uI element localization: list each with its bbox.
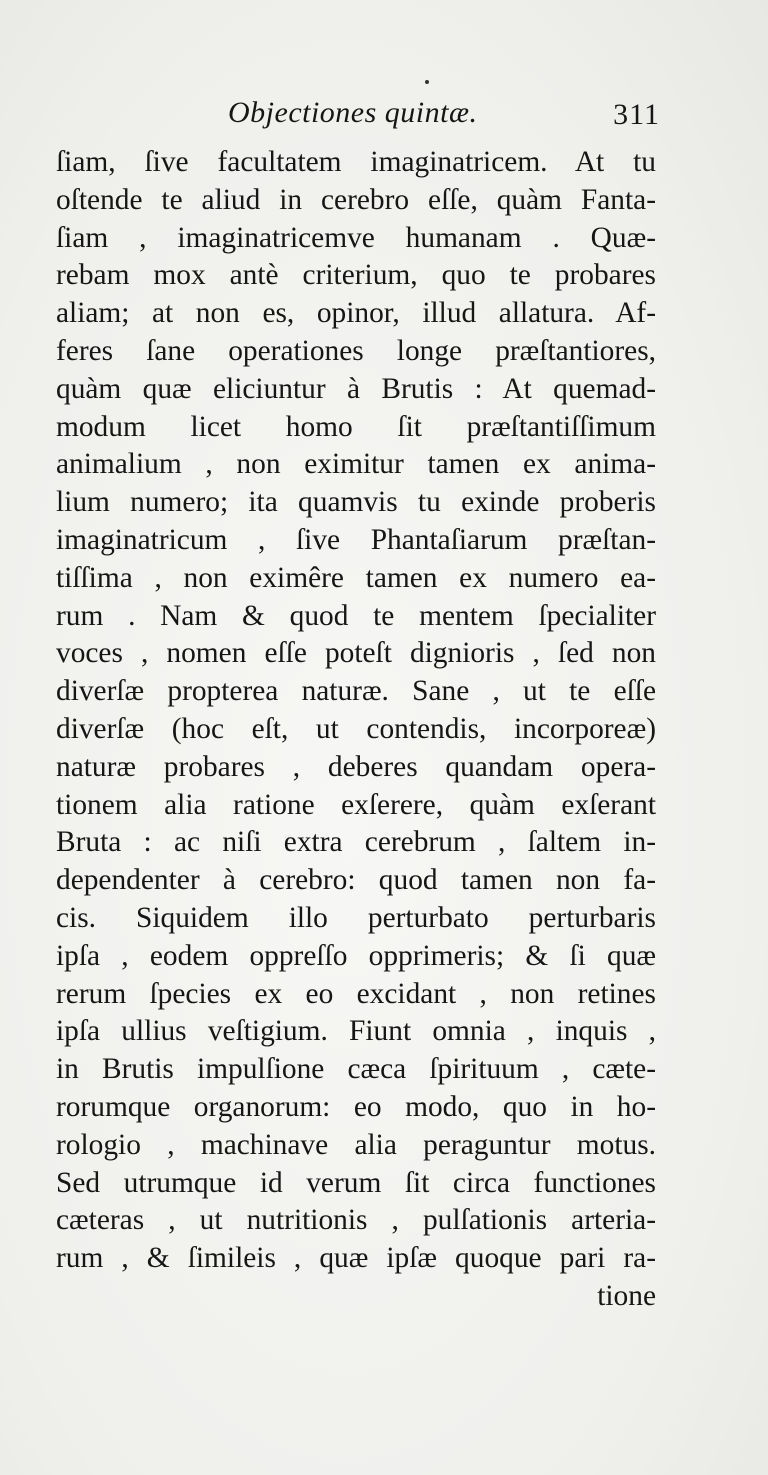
text-line: imaginatricum , ſive Phantaſiarum præſtan- (56, 523, 656, 556)
text-line: dependenter à cerebro: quod tamen non fa- (56, 864, 656, 897)
text-line: lium numero; ita quamvis tu exinde proberis (56, 486, 656, 519)
text-line: rorumque organorum: eo modo, quo in ho- (56, 1090, 656, 1123)
text-line: cis. Siquidem illo perturbato perturbaris (56, 901, 656, 934)
text-line: tiſſima , non eximêre tamen ex numero ea- (56, 561, 656, 594)
text-line: rologio , machinave alia peraguntur motus. (56, 1128, 656, 1161)
running-head: Objectiones quintæ. (228, 96, 478, 129)
text-line: rebam mox antè criterium, quo te probares (56, 259, 656, 292)
text-line: voces , nomen eſſe poteſt dignioris , ſed non (56, 637, 656, 670)
text-line: in Brutis impulſione cæca ſpirituum , cæte- (56, 1053, 656, 1086)
text-line: ſiam, ſive facultatem imaginatricem. At tu (56, 146, 656, 178)
text-line: quàm quæ eliciuntur à Brutis : At quemad- (56, 372, 656, 405)
body-text (56, 144, 656, 1316)
text-line: rum . Nam & quod te mentem ſpecialiter (56, 599, 656, 632)
text-line: rum , & ſimileis , quæ ipſæ quoque pari ra- (56, 1242, 656, 1275)
text-line: Bruta : ac niſi extra cerebrum , ſaltem in- (56, 826, 656, 859)
text-line: Sed utrumque id verum ſit circa functiones (56, 1166, 656, 1199)
text-line: oſtende te aliud in cerebro eſſe, quàm Fanta- (56, 183, 656, 216)
page-header (56, 96, 660, 140)
page-number: 311 (613, 98, 660, 131)
text-line: ſiam , imaginatricemve humanam . Quæ- (56, 221, 656, 254)
text-line: tionem alia ratione exſerere, quàm exſerant (56, 788, 656, 821)
text-line: cæteras , ut nutritionis , pulſationis arteria- (56, 1204, 656, 1237)
text-line: rerum ſpecies ex eo excidant , non retines (56, 977, 656, 1010)
text-line: ipſa ullius veſtigium. Fiunt omnia , inquis , (56, 1015, 656, 1048)
text-line: aliam; at non es, opinor, illud allatura. Af- (56, 297, 656, 330)
text-line: diverſæ (hoc eſt, ut contendis, incorporeæ) (56, 712, 656, 745)
text-line: feres ſane operationes longe præſtantiores, (56, 334, 656, 367)
text-line: naturæ probares , deberes quandam opera- (56, 750, 656, 783)
text-line: modum licet homo ſit præſtantiſſimum (56, 410, 656, 443)
text-line: ipſa , eodem oppreſſo opprimeris; & ſi quæ (56, 939, 656, 972)
text-line: animalium , non eximitur tamen ex anima- (56, 448, 656, 481)
ink-speck (425, 80, 429, 84)
text-line: diverſæ propterea naturæ. Sane , ut te eſſe (56, 675, 656, 708)
catchword: tione (597, 1279, 656, 1312)
